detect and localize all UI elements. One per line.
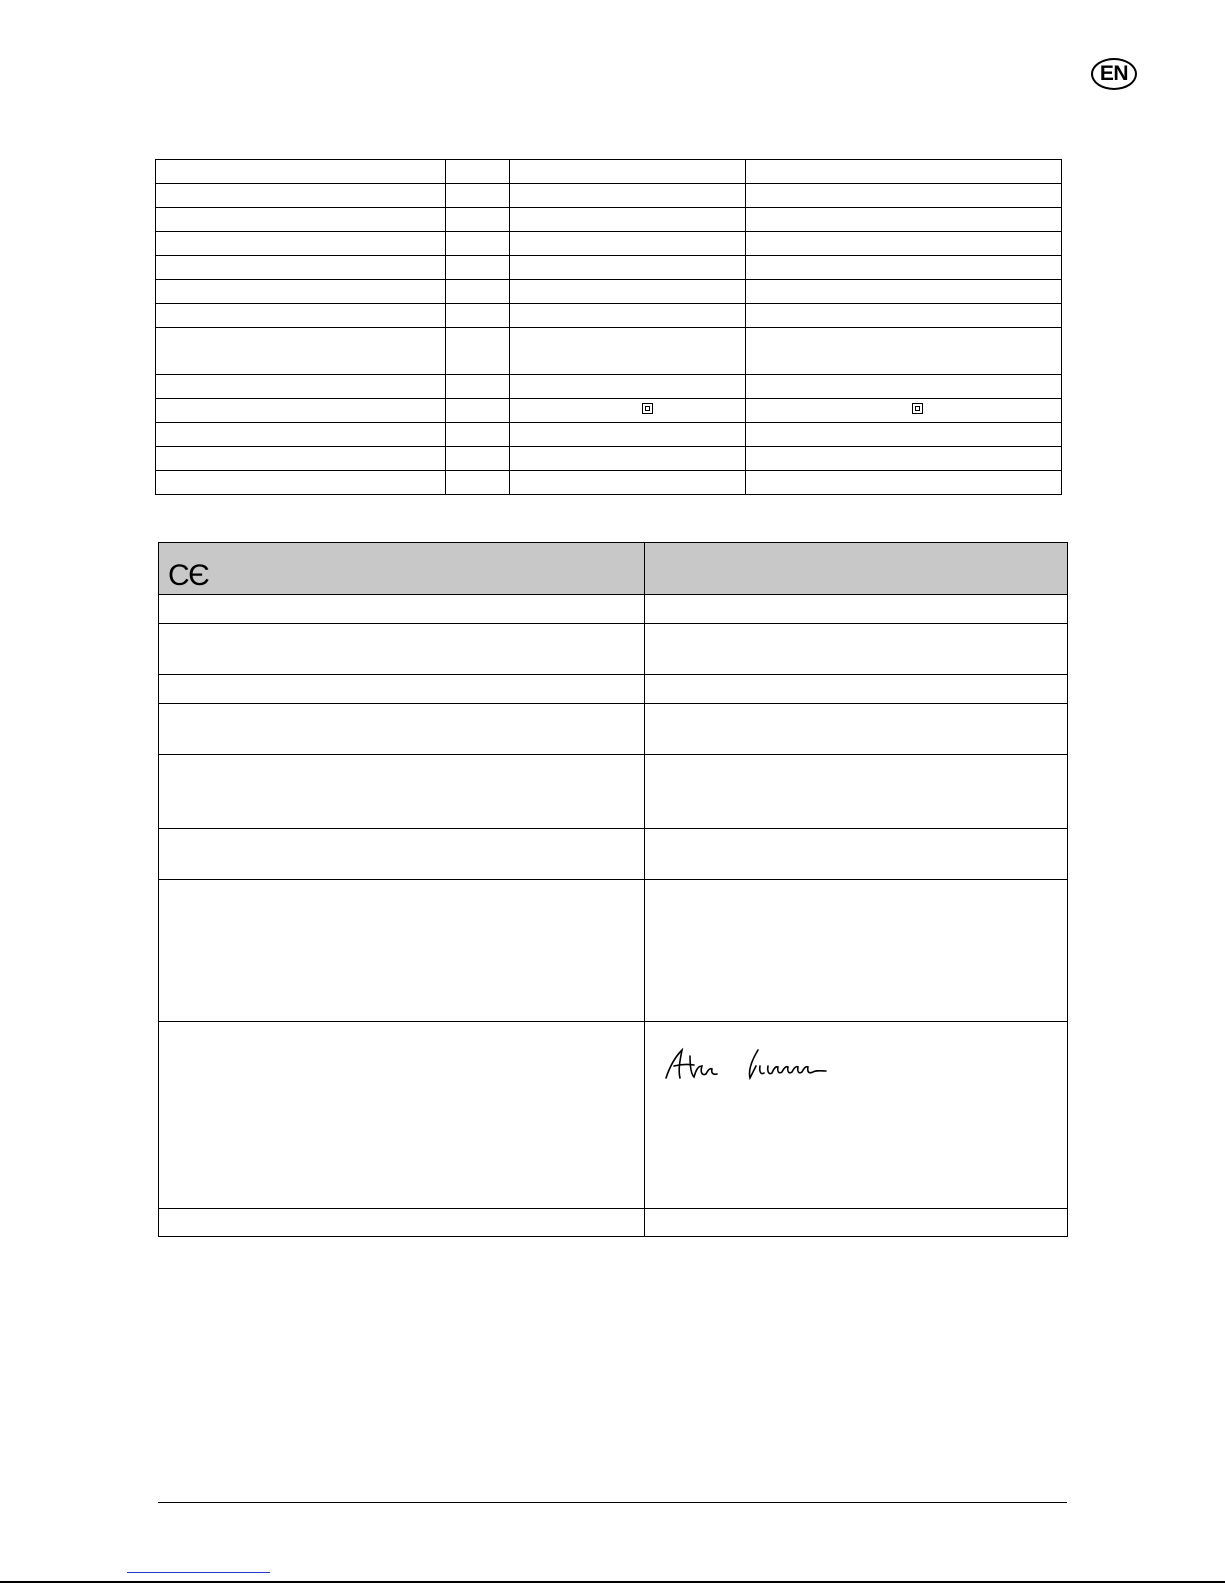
table-row <box>159 1209 1068 1237</box>
table-row <box>156 208 1062 232</box>
table-row <box>156 447 1062 471</box>
table-row <box>156 375 1062 399</box>
signature-image <box>660 1044 850 1084</box>
table-row <box>156 184 1062 208</box>
table-row <box>159 595 1068 624</box>
table-row <box>159 829 1068 880</box>
declaration-of-conformity-table <box>158 542 1068 1237</box>
language-badge <box>1091 58 1137 90</box>
table-row <box>156 423 1062 447</box>
technical-data-table <box>155 159 1062 495</box>
table-row <box>156 232 1062 256</box>
double-insulation-icon <box>642 403 653 414</box>
double-insulation-icon <box>912 403 923 414</box>
language-badge-label: EN <box>1099 62 1129 85</box>
table-row <box>156 328 1062 375</box>
table-row <box>159 704 1068 755</box>
table-row <box>156 256 1062 280</box>
ce-mark-icon: C Є <box>168 559 208 592</box>
table-row <box>159 880 1068 1022</box>
footer-link-underline[interactable] <box>127 1572 270 1573</box>
table-row-protection-class <box>156 399 1062 423</box>
signature-row <box>159 1022 1068 1209</box>
table-row <box>159 755 1068 829</box>
table-row <box>156 160 1062 184</box>
table-row <box>159 675 1068 704</box>
footer-divider <box>158 1502 1067 1503</box>
table-row <box>156 280 1062 304</box>
table-row <box>156 471 1062 495</box>
page-bottom-divider <box>0 1581 1225 1583</box>
declaration-header-row <box>159 543 1068 595</box>
table-row <box>156 304 1062 328</box>
table-row <box>159 624 1068 675</box>
